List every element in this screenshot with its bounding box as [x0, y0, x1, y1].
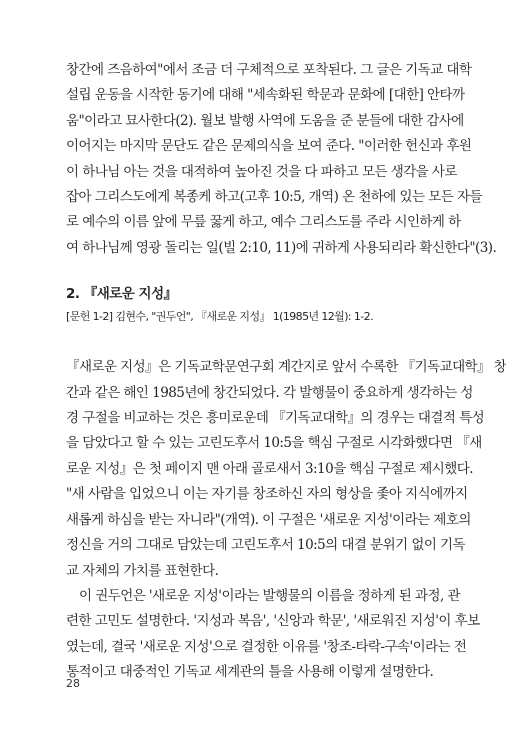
paragraph-line: 을 담았다고 할 수 있는 고린도후서 10:5을 핵심 구절로 시각화했다면 『새	[66, 435, 482, 452]
paragraph-line: 새롭게 하심을 받는 자니라"(개역). 이 구절은 '새로운 지성'이라는 제호의	[66, 511, 471, 528]
paragraph-line: 로 예수의 이름 앞에 무릎 꿇게 하고, 예수 그리스도를 주라 시인하게 하	[66, 214, 461, 231]
paragraph-line: 교 자체의 가치를 표현한다.	[66, 562, 219, 579]
paragraph-2	[66, 355, 506, 584]
page-number: 28	[66, 677, 80, 690]
paragraph-line: 통적이고 대중적인 기독교 세계관의 틀을 사용해 이렇게 설명한다.	[66, 664, 434, 681]
paragraph-line: 로운 지성』은 첫 페이지 맨 아래 골로새서 3:10을 핵심 구절로 제시했다.	[66, 460, 473, 477]
paragraph-line: 이 권두언은 '새로운 지성'이라는 발행물의 이름을 정하게 된 과정, 관	[79, 587, 460, 604]
paragraph-line: 여 하나님께 영광 돌리는 일(빌 2:10, 11)에 귀하게 사용되리라 확신한다"(3).	[66, 239, 497, 256]
paragraph-line: 경 구절을 비교하는 것은 흥미로운데 『기독교대학』의 경우는 대결적 특성	[66, 410, 485, 427]
paragraph-1	[66, 58, 497, 261]
paragraph-line: 간과 같은 해인 1985년에 창간되었다. 각 발행물이 중요하게 생각하는 성	[66, 384, 473, 401]
paragraph-line: 련한 고민도 설명한다. '지성과 복음', '신앙과 학문', '새로워진 지성'이 후보	[66, 613, 480, 630]
paragraph-line: 『새로운 지성』은 기독교학문연구회 계간지로 앞서 수록한 『기독교대학』 창	[66, 359, 506, 376]
paragraph-3	[66, 584, 480, 686]
source-reference: [문헌 1-2] 김현수, "권두언", 『새로운 지성』 1(1985년 12월): 1-2.	[66, 310, 373, 324]
paragraph-line: 움"이라고 묘사한다(2). 월보 발행 사역에 도움을 준 분들에 대한 감사에	[66, 112, 464, 129]
paragraph-line: 설립 운동을 시작한 동기에 대해 "세속화된 학문과 문화에 [대한] 안타까	[66, 87, 465, 104]
paragraph-line: 창간에 즈음하여"에서 조금 더 구체적으로 포착된다. 그 글은 기독교 대학	[66, 62, 472, 78]
paragraph-line: "새 사람을 입었으니 이는 자기를 창조하신 자의 형상을 좇아 지식에까지	[66, 486, 468, 503]
paragraph-line: 이 하나님 아는 것을 대적하여 높아진 것을 다 파하고 모든 생각을 사로	[66, 163, 457, 180]
paragraph-line: 였는데, 결국 '새로운 지성'으로 결정한 이유를 '창조-타락-구속'이라는 전	[66, 638, 467, 655]
paragraph-line: 정신을 거의 그대로 담았는데 고린도후서 10:5의 대결 분위기 없이 기독	[66, 537, 466, 554]
paragraph-line: 잡아 그리스도에게 복종케 하고(고후 10:5, 개역) 온 천하에 있는 모든 자들	[66, 189, 482, 206]
paragraph-line: 이어지는 마지막 문단도 같은 문제의식을 보여 준다. "이러한 헌신과 후원	[66, 138, 472, 155]
page-body	[66, 58, 506, 686]
section-heading: 2. 『새로운 지성』	[66, 286, 177, 303]
